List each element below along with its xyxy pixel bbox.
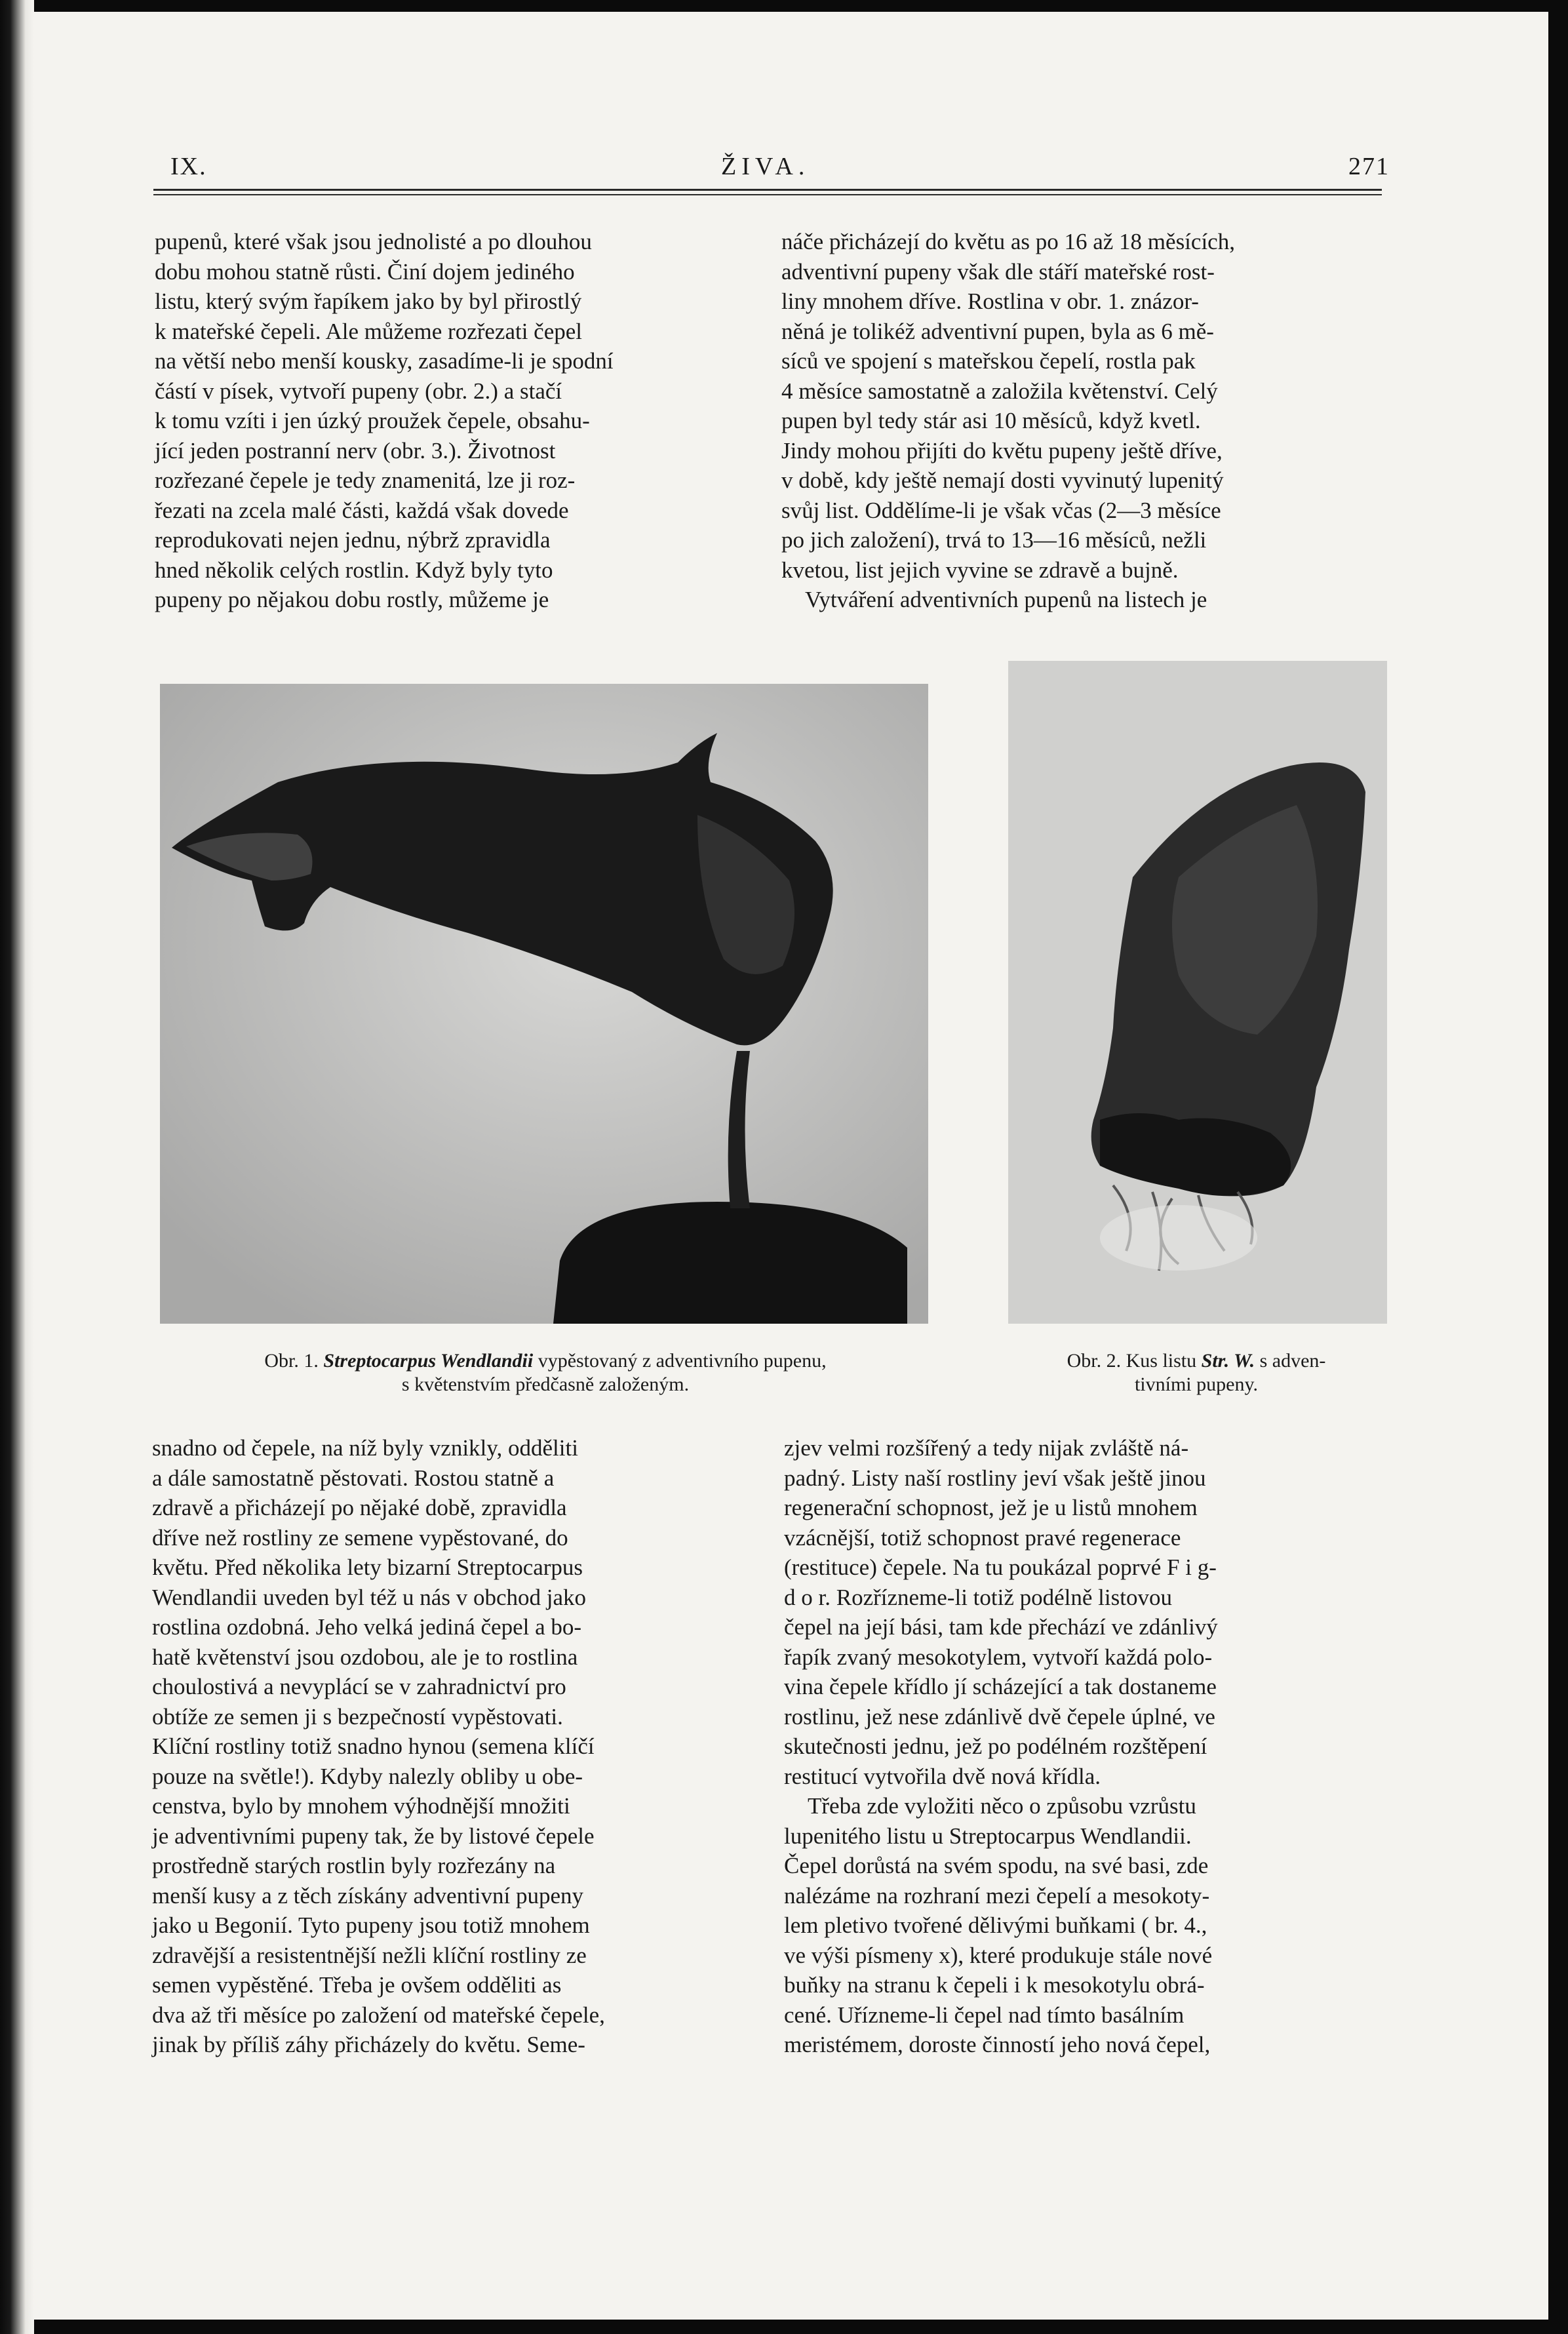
- text-line: (restituce) čepele. Na tu poukázal poprvé F i g-: [784, 1554, 1217, 1580]
- text-line: svůj list. Oddělíme-li je však včas (2—3 měsíce: [781, 497, 1221, 523]
- text-line: částí v písek, vytvoří pupeny (obr. 2.) a stačí: [155, 378, 562, 404]
- text-line: liny mnohem dříve. Rostlina v obr. 1. znázor-: [781, 288, 1199, 314]
- text-line: d o r. Rozřízneme-li totiž podélně listovou: [784, 1584, 1172, 1610]
- caption-line: [152, 1349, 939, 1373]
- caption-text: vypěstovaný z adventivního pupenu,: [533, 1350, 827, 1372]
- running-header: [131, 144, 1390, 184]
- flower-pot: [553, 1202, 907, 1324]
- species-name: Str. W.: [1201, 1350, 1255, 1372]
- text-line: čepel na její bási, tam kde přechází ve zdánlivý: [784, 1614, 1218, 1640]
- figure-1-photo: [160, 684, 928, 1324]
- text-line: Třeba zde vyložiti něco o způsobu vzrůstu: [808, 1793, 1196, 1819]
- text-line: pupenů, které však jsou jednolisté a po dlouhou: [155, 229, 592, 254]
- text-line: kvetou, list jejich vyvine se zdravě a bujně.: [781, 557, 1179, 583]
- text-line: k tomu vzíti i jen úzký proužek čepele, obsahu-: [155, 408, 590, 433]
- text-line: řapík zvaný mesokotylem, vytvoří každá polo-: [784, 1644, 1213, 1670]
- column-top-left: [155, 227, 753, 615]
- text-line: reprodukovati nejen jednu, nýbrž zpravidla: [155, 527, 551, 553]
- text-line: rostlina ozdobná. Jeho velká jediná čepel a bo-: [152, 1614, 582, 1640]
- caption-text: Obr. 1.: [264, 1350, 324, 1372]
- text-line: jinak by příliš záhy přicházely do květu. Seme-: [152, 2032, 585, 2057]
- header-rule-bottom: [153, 194, 1382, 195]
- text-line: snadno od čepele, na níž byly vznikly, odděliti: [152, 1435, 578, 1461]
- text-line: zdravější a resistentnější nežli klíční rostliny ze: [152, 1942, 587, 1968]
- text-line: padný. Listy naší rostliny jeví však ještě jinou: [784, 1465, 1206, 1491]
- text-line: Wendlandii uveden byl též u nás v obchod jako: [152, 1584, 587, 1610]
- page-number: 271: [1348, 153, 1390, 180]
- caption-line: s květenstvím předčasně založeným.: [401, 1374, 690, 1395]
- text-line: meristémem, doroste činností jeho nová čepel,: [784, 2032, 1211, 2057]
- text-line: skutečnosti jednu, jež po podélném rozštěpení: [784, 1733, 1207, 1759]
- text-line: listu, který svým řapíkem jako by byl přirostlý: [155, 288, 582, 314]
- text-line: náče přicházejí do květu as po 16 až 18 měsících,: [781, 229, 1235, 254]
- text-line: restitucí vytvořila dvě nová křídla.: [784, 1763, 1101, 1789]
- text-line: květu. Před několika lety bizarní Streptocarpus: [152, 1554, 583, 1580]
- text-line: adventivní pupeny však dle stáří mateřské rost-: [781, 258, 1215, 285]
- text-line: choulostivá a nevyplácí se v zahradnictví pro: [152, 1674, 566, 1699]
- text-line: 4 měsíce samostatně a založila květenství. Celý: [781, 378, 1218, 404]
- header-rule-top: [153, 189, 1382, 191]
- journal-title: ŽIVA.: [721, 153, 810, 180]
- text-line: síců ve spojení s mateřskou čepelí, rostla pak: [781, 348, 1196, 374]
- text-line: Vytváření adventivních pupenů na listech je: [805, 587, 1207, 612]
- text-line: Jindy mohou přijíti do květu pupeny ještě dříve,: [781, 437, 1223, 464]
- text-line: k mateřské čepeli. Ale můžeme rozřezati čepel: [155, 318, 583, 344]
- figure-2-caption: [983, 1349, 1409, 1396]
- text-line: prostředně starých rostlin byly rozřezány na: [152, 1853, 556, 1878]
- text-line: censtva, bylo by mnohem výhodnější množiti: [152, 1793, 570, 1819]
- caption-text: s adven-: [1255, 1350, 1326, 1372]
- text-line: pupeny po nějakou dobu rostly, můžeme je: [155, 587, 549, 612]
- text-line: rozřezané čepele je tedy znamenitá, lze ji roz-: [155, 467, 576, 493]
- text-line: po jich založení), trvá to 13—16 měsíců, nežli: [781, 527, 1207, 553]
- text-line: cené. Uřízneme-li čepel nad tímto basálním: [784, 2002, 1185, 2028]
- figure-2-photo: [1008, 661, 1387, 1324]
- text-line: hatě květenství jsou ozdobou, ale je to rostlina: [152, 1644, 578, 1670]
- species-name: Streptocarpus Wendlandii: [323, 1350, 534, 1372]
- text-line: a dále samostatně pěstovati. Rostou statně a: [152, 1465, 555, 1491]
- column-top-right: [781, 227, 1379, 615]
- text-line: v době, kdy ještě nemají dosti vyvinutý lupenitý: [781, 467, 1224, 493]
- text-line: řezati na zcela malé části, každá však dovede: [155, 497, 569, 523]
- text-line: dobu mohou statně růsti. Činí dojem jediného: [155, 258, 575, 285]
- text-line: zdravě a přicházejí po nějaké době, zpravidla: [152, 1495, 567, 1520]
- column-bottom-right: [784, 1433, 1382, 2060]
- text-line: semen vypěstěné. Třeba je ovšem odděliti as: [152, 1972, 562, 1998]
- text-line: vina čepele křídlo jí scházející a tak dostaneme: [784, 1674, 1217, 1699]
- text-line: vzácnější, totiž schopnost pravé regenerace: [784, 1524, 1181, 1551]
- root-tuft: [1100, 1205, 1257, 1271]
- text-line: obtíže ze semen ji s bezpečností vypěstovati.: [152, 1703, 563, 1730]
- caption-line: tivními pupeny.: [1134, 1374, 1259, 1395]
- text-line: ve výši písmeny x), které produkuje stále nové: [784, 1942, 1213, 1968]
- text-line: dříve než rostliny ze semene vypěstované, do: [152, 1524, 568, 1551]
- text-line: dva až tři měsíce po založení od mateřské čepele,: [152, 2002, 605, 2028]
- text-line: regenerační schopnost, jež je u listů mnohem: [784, 1495, 1198, 1520]
- text-line: něná je tolikéž adventivní pupen, byla as 6 mě-: [781, 318, 1214, 344]
- leaf-piece-illustration: [1008, 661, 1387, 1324]
- plant-photo-illustration: [160, 684, 928, 1324]
- text-line: jící jeden postranní nerv (obr. 3.). Životnost: [155, 437, 556, 464]
- text-line: na větší nebo menší kousky, zasadíme-li je spodní: [155, 348, 614, 374]
- text-line: nalézáme na rozhraní mezi čepelí a mesokoty-: [784, 1882, 1210, 1909]
- figure-1-caption: [152, 1349, 939, 1396]
- text-line: Čepel dorůstá na svém spodu, na své basi, zde: [784, 1853, 1209, 1878]
- text-line: jako u Begonií. Tyto pupeny jsou totiž mnohem: [152, 1912, 590, 1938]
- text-line: pouze na světle!). Kdyby nalezly obliby u obe-: [152, 1763, 583, 1789]
- scan-margin: [0, 0, 34, 2334]
- text-line: buňky na stranu k čepeli i k mesokotylu obrá-: [784, 1972, 1205, 1998]
- text-line: Klíční rostliny totiž snadno hynou (semena klíčí: [152, 1733, 595, 1759]
- text-line: menší kusy a z těch získány adventivní pupeny: [152, 1882, 584, 1909]
- text-line: zjev velmi rozšířený a tedy nijak zvláště ná-: [784, 1435, 1189, 1461]
- caption-text: Obr. 2. Kus listu: [1067, 1350, 1202, 1372]
- caption-line: [983, 1349, 1409, 1373]
- column-bottom-left: [152, 1433, 750, 2060]
- text-line: je adventivními pupeny tak, že by listové čepele: [152, 1823, 595, 1849]
- text-line: lupenitého listu u Streptocarpus Wendlandii.: [784, 1823, 1192, 1849]
- volume-number: IX.: [170, 153, 207, 180]
- text-line: rostlinu, jež nese zdánlivě dvě čepele úplné, ve: [784, 1703, 1215, 1730]
- text-line: lem pletivo tvořené dělivými buňkami ( br. 4.,: [784, 1912, 1207, 1938]
- text-line: hned několik celých rostlin. Když byly tyto: [155, 557, 553, 583]
- text-line: pupen byl tedy stár asi 10 měsíců, když kvetl.: [781, 408, 1201, 433]
